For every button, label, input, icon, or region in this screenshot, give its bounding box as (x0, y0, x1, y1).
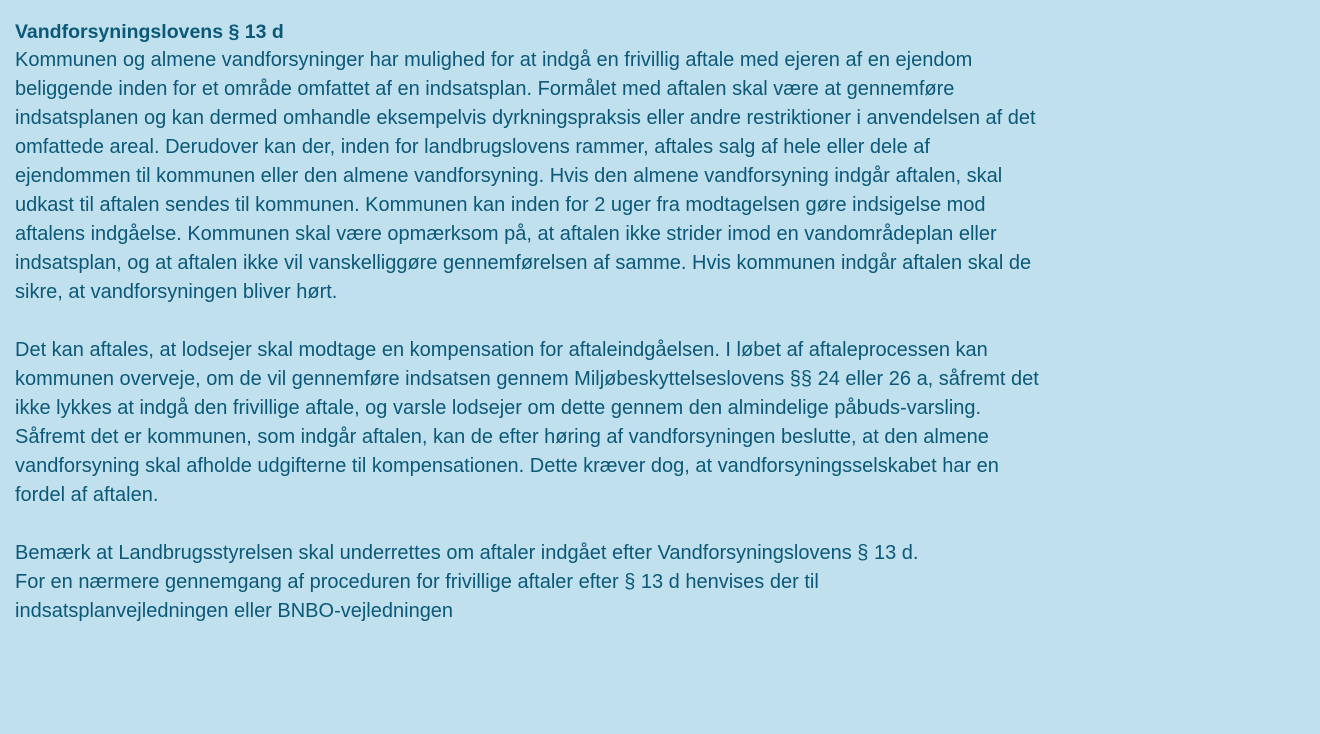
text-line: Kommunen og almene vandforsyninger har mulighed for at indgå en frivillig aftale med ejeren af en ejendom (15, 49, 973, 71)
text-line: aftalens indgåelse. Kommunen skal være opmærksom på, at aftalen ikke strider imod en vandområdeplan eller (15, 223, 997, 245)
text-line: omfattede areal. Derudover kan der, inden for landbrugslovens rammer, aftales salg af hele eller dele af (15, 136, 930, 158)
text-line: sikre, at vandforsyningen bliver hørt. (15, 281, 338, 303)
body-text (15, 46, 1306, 626)
text-line: udkast til aftalen sendes til kommunen. Kommunen kan inden for 2 uger fra modtagelsen gøre indsigelse mod (15, 194, 986, 216)
text-line: Det kan aftales, at lodsejer skal modtage en kompensation for aftaleindgåelsen. I løbet af aftaleprocessen kan (15, 339, 988, 361)
text-line: fordel af aftalen. (15, 484, 159, 506)
text-line: Såfremt det er kommunen, som indgår aftalen, kan de efter høring af vandforsyningen beslutte, at den almene (15, 426, 989, 448)
text-line: indsatsplanvejledningen eller BNBO-vejledningen (15, 600, 454, 622)
paragraph (15, 539, 1306, 626)
text-line: indsatsplan, og at aftalen ikke vil vanskelliggøre gennemførelsen af samme. Hvis kommunen indgår aftalen skal de (15, 252, 1032, 274)
text-line: kommunen overveje, om de vil gennemføre indsatsen gennem Miljøbeskyttelseslovens §§ 24 eller 26 a, såfremt det (15, 368, 1039, 390)
paragraph (15, 336, 1306, 510)
text-line: vandforsyning skal afholde udgifterne til kompensationen. Dette kræver dog, at vandforsyningsselskabet har en (15, 455, 999, 477)
text-line: beliggende inden for et område omfattet af en indsatsplan. Formålet med aftalen skal være at gennemføre (15, 78, 955, 100)
text-line: ikke lykkes at indgå den frivillige aftale, og varsle lodsejer om dette gennem den almindelige påbuds-varsling. (15, 397, 982, 419)
text-line: indsatsplanen og kan dermed omhandle eksempelvis dyrkningspraksis eller andre restriktioner i anvendelsen af det (15, 107, 1036, 129)
text-line: Bemærk at Landbrugsstyrelsen skal underrettes om aftaler indgået efter Vandforsyningslovens § 13 d. (15, 542, 919, 564)
text-line: For en nærmere gennemgang af proceduren for frivillige aftaler efter § 13 d henvises der til (15, 571, 819, 593)
paragraph (15, 46, 1306, 307)
text-line: ejendommen til kommunen eller den almene vandforsyning. Hvis den almene vandforsyning indgår aftalen, skal (15, 165, 1003, 187)
section-heading: Vandforsyningslovens § 13 d (15, 21, 284, 43)
